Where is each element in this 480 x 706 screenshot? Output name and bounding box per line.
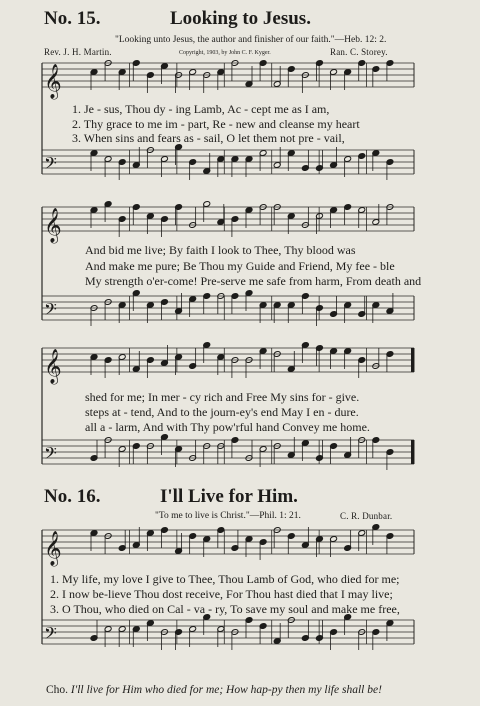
- treble-clef: 𝄞: [44, 349, 62, 384]
- bass-clef: 𝄢: [44, 443, 57, 467]
- final-bar: [411, 348, 414, 372]
- verse-line: 1. Je - sus, Thou dy - ing Lamb, Ac - cept me as I am,: [72, 102, 330, 116]
- verse-line: 3. When sins and fears as - sail, O let them not pre - vail,: [72, 131, 345, 145]
- hymn-composer: Ran. C. Storey.: [330, 47, 388, 57]
- bass-clef: 𝄢: [44, 299, 57, 323]
- hymn-title: I'll Live for Him.: [160, 486, 298, 507]
- verse-line: 1. My life, my love I give to Thee, Thou Lamb of God, who died for me;: [50, 572, 400, 586]
- final-bar: [411, 440, 414, 464]
- hymn-author: Rev. J. H. Martin.: [44, 47, 112, 57]
- hymn-copyright: Copyright, 1903, by John C. F. Kyger.: [179, 50, 271, 56]
- chorus-label: Cho.: [46, 684, 69, 696]
- hymn-title: Looking to Jesus.: [170, 8, 311, 29]
- verse-line: 2. Thy grace to me im - part, Re - new and cleanse my heart: [72, 117, 360, 131]
- hymn-number: No. 15.: [44, 8, 101, 29]
- chorus-text: I'll live for Him who died for me; How hap-py then my life shall be!: [70, 684, 382, 696]
- hymn-epigraph: "Looking unto Jesus, the author and finisher of our faith."—Heb. 12: 2.: [115, 35, 387, 45]
- hymn-number: No. 16.: [44, 486, 101, 507]
- treble-clef: 𝄞: [44, 531, 62, 566]
- hymn-epigraph: "To me to live is Christ."—Phil. 1: 21.: [155, 511, 301, 521]
- verse-line: And make me pure; Be Thou my Guide and Friend, My fee - ble: [85, 259, 395, 273]
- bass-clef: 𝄢: [44, 623, 57, 647]
- verse-line: My strength o'er-come! Pre-serve me safe from harm, From death and: [85, 274, 422, 288]
- treble-clef: 𝄞: [44, 64, 62, 99]
- verse-line: And bid me live; By faith I look to Thee, Thy blood was: [85, 243, 356, 257]
- chorus-line: [46, 684, 382, 696]
- verse-line: 2. I now be-lieve Thou dost receive, For Thou hast died that I may live;: [50, 587, 393, 601]
- verse-line: all a - larm, And with Thy pow'rful hand Convey me home.: [85, 420, 370, 434]
- verse-line: 3. O Thou, who died on Cal - va - ry, To save my soul and make me free,: [50, 602, 400, 616]
- verse-line: steps at - tend, And to the journ-ey's end May I en - dure.: [85, 405, 359, 419]
- verse-line: shed for me; In mer - cy rich and Free My sins for - give.: [85, 390, 360, 404]
- hymn-composer: C. R. Dunbar.: [340, 511, 393, 521]
- bass-clef: 𝄢: [44, 153, 57, 177]
- treble-clef: 𝄞: [44, 208, 62, 243]
